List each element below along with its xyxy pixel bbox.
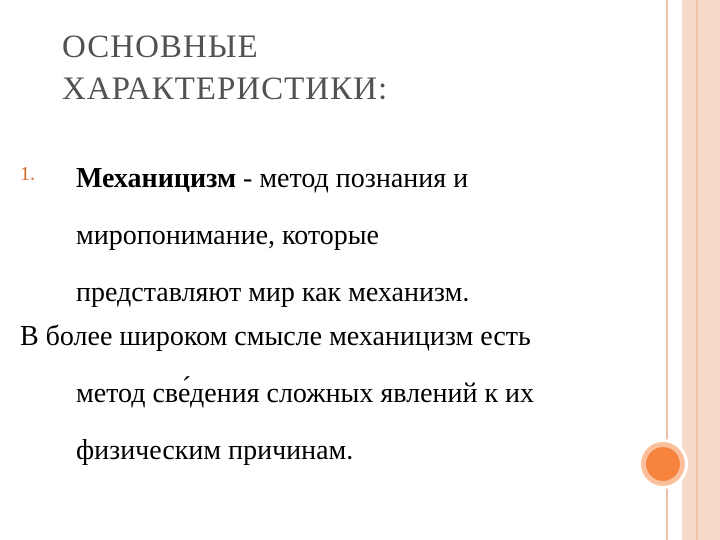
decorative-side-band bbox=[682, 0, 720, 540]
paragraph-line-2: метод све́дения сложных явлений к их bbox=[76, 378, 535, 409]
term-definition-start: - метод познания и bbox=[236, 163, 469, 194]
paragraph-line-1: В более широком смысле механицизм есть bbox=[20, 321, 531, 352]
list-item-line-1 bbox=[76, 150, 676, 207]
slide-title bbox=[62, 26, 388, 110]
broader-meaning-paragraph bbox=[20, 308, 680, 479]
slide-title-line-1: ОСНОВНЫЕ bbox=[62, 29, 259, 65]
list-item-line-2: миропонимание, которые bbox=[76, 220, 379, 251]
decorative-band-line-right bbox=[696, 0, 698, 540]
list-item-line-3: представляют мир как механизм. bbox=[76, 277, 470, 308]
paragraph-line-3: физическим причинам. bbox=[76, 435, 354, 466]
list-item-number: 1. bbox=[20, 163, 35, 185]
term-mechanicism: Механицизм bbox=[76, 163, 237, 194]
slide-title-line-2: ХАРАКТЕРИСТИКИ: bbox=[62, 71, 389, 107]
list-item-body bbox=[76, 150, 676, 321]
